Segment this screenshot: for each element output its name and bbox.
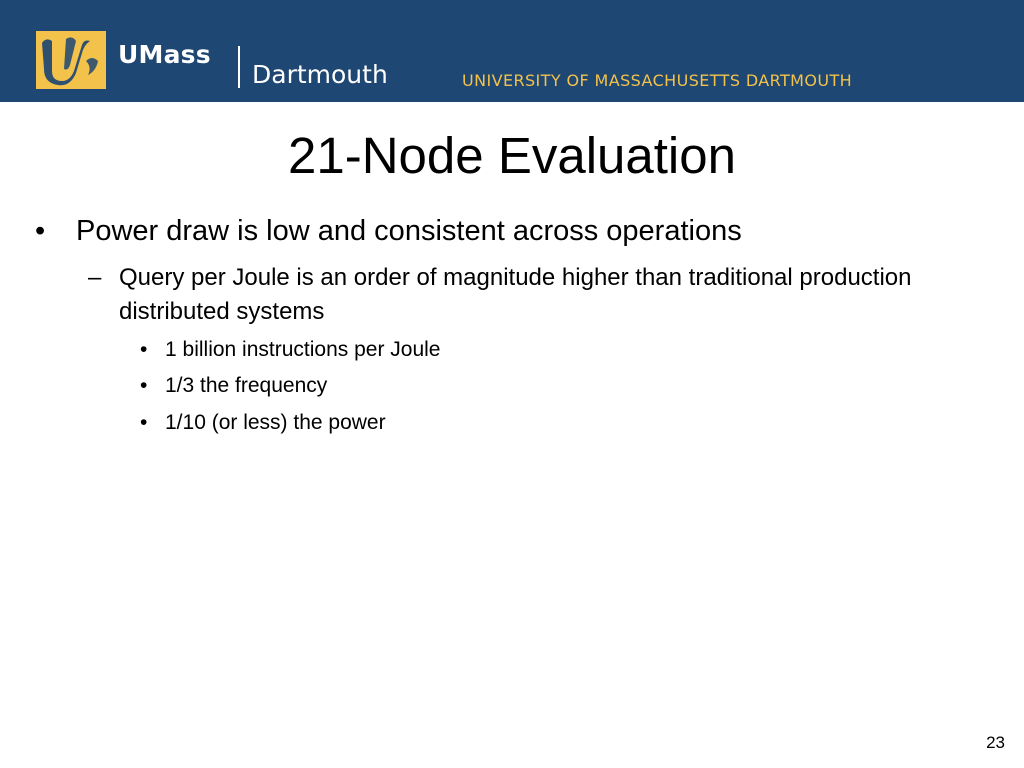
bullet-marker: •: [35, 215, 46, 247]
bullet-text: 1/3 the frequency: [165, 374, 328, 397]
bullet-marker: •: [140, 374, 148, 397]
bullet-text: 1/10 (or less) the power: [165, 411, 386, 434]
bullet-text: Power draw is low and consistent across operations: [76, 215, 742, 247]
bullet-text: 1 billion instructions per Joule: [165, 338, 441, 361]
university-full-name: UNIVERSITY OF MASSACHUSETTS DARTMOUTH: [462, 71, 853, 90]
brand-name: UMass: [118, 40, 211, 69]
page-number: 23: [986, 733, 1005, 752]
bullet-text: Query per Joule is an order of magnitude higher than traditional production distributed systems: [119, 264, 912, 325]
brand-campus: Dartmouth: [252, 60, 388, 89]
bullet-marker: •: [140, 338, 148, 361]
dash-marker: –: [88, 264, 102, 291]
slide-title: 21-Node Evaluation: [288, 127, 736, 184]
bullet-marker: •: [140, 411, 148, 434]
